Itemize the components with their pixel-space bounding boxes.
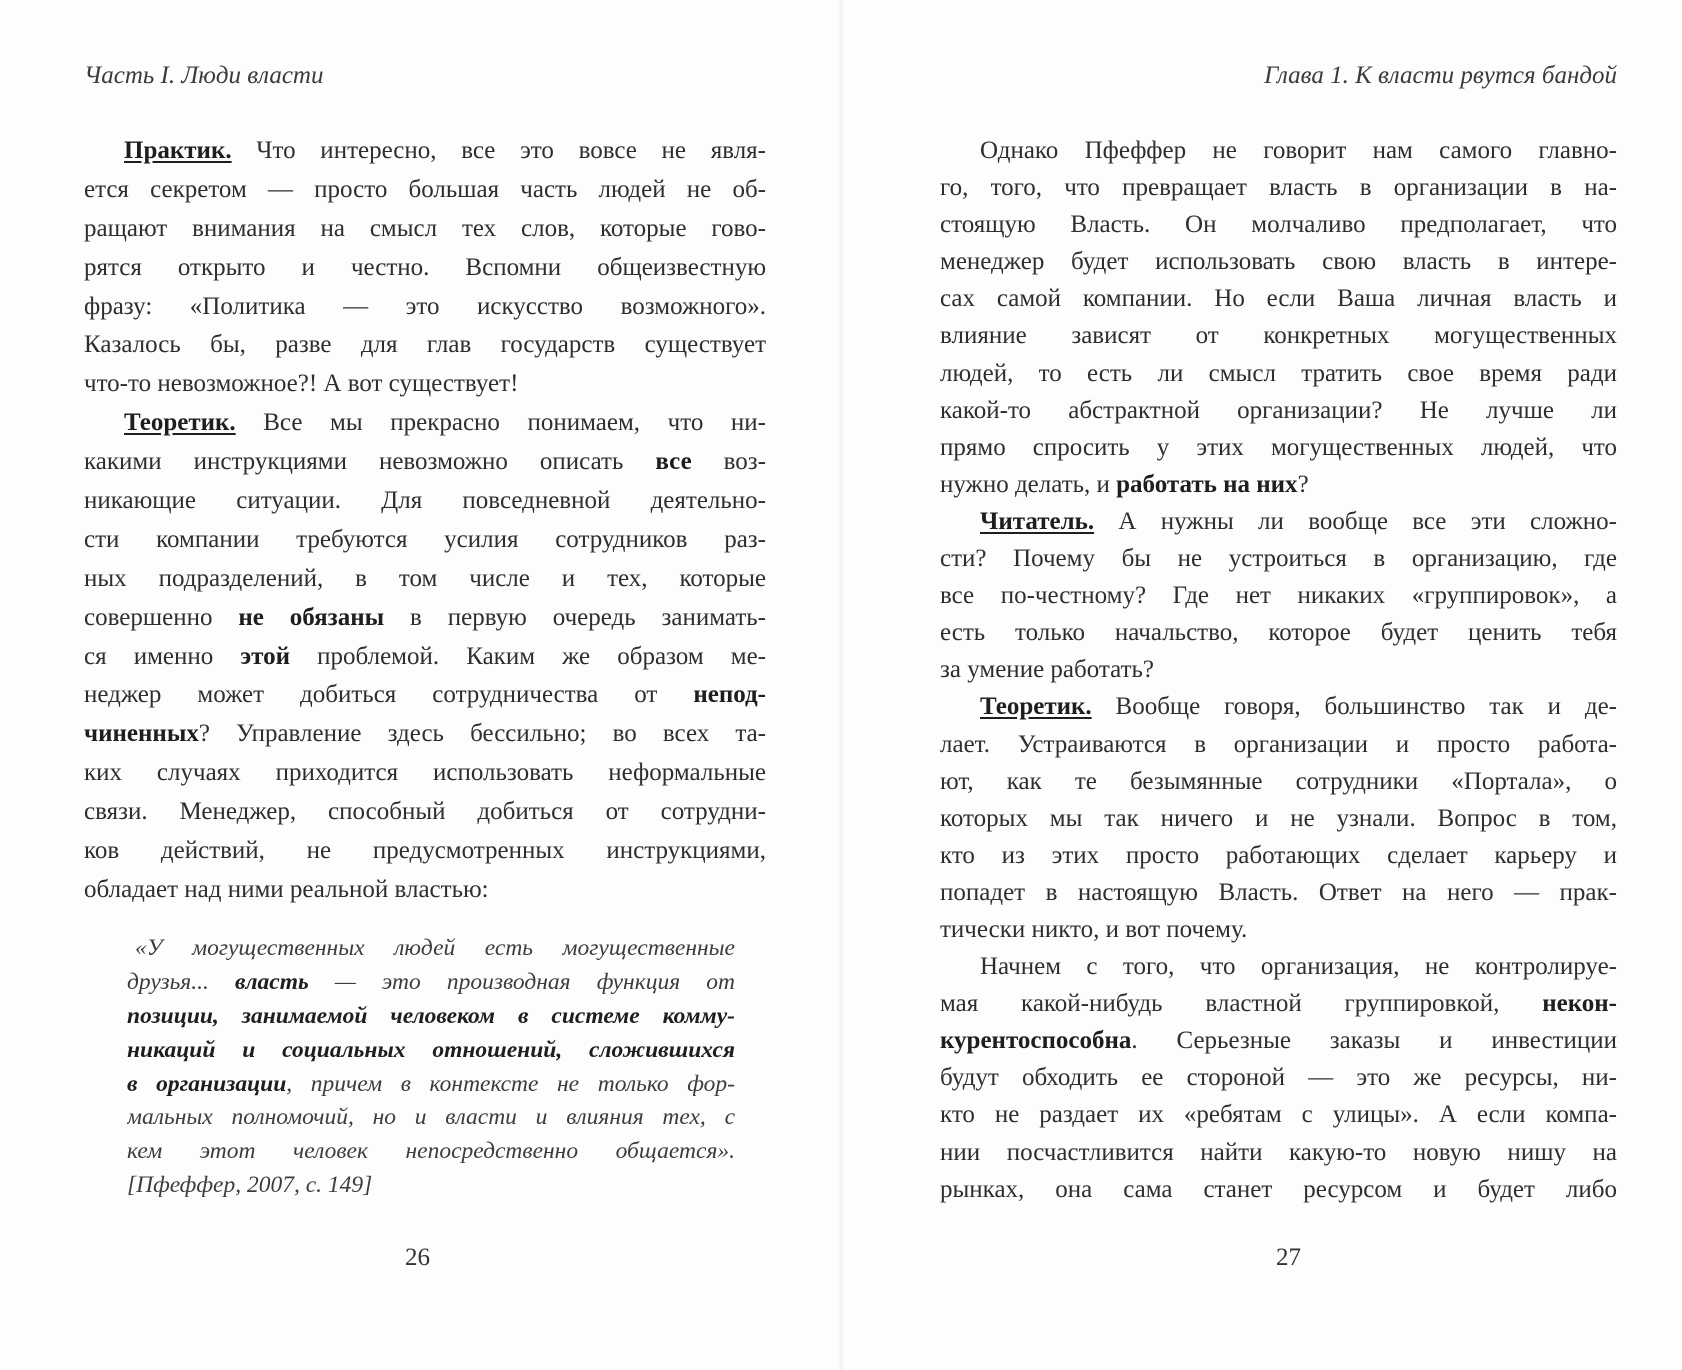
text-run: влияние зависят от конкретных могущественных — [940, 322, 1617, 350]
text-run: что-то невозможное?! А вот существует! — [84, 370, 519, 398]
speaker-label: Теоретик. — [980, 693, 1092, 721]
text-run: ют, как те безымянные сотрудники «Портала», о — [940, 767, 1617, 795]
text-line — [127, 1135, 735, 1169]
text-run: сти? Почему бы не устроиться в организацию, где — [940, 545, 1617, 573]
text-line — [940, 688, 1617, 725]
text-line — [940, 1171, 1617, 1208]
text-run: друзья... — [127, 968, 235, 995]
text-run: ращают внимания на смысл тех слов, которые гово- — [84, 214, 766, 242]
text-run: ков действий, не предусмотренных инструкциями, — [84, 837, 766, 865]
text-run: Что интересно, все это вовсе не явля- — [231, 137, 766, 164]
text-run: сах самой компании. Но если Ваша личная власть и — [940, 285, 1617, 313]
text-run: , причем в контексте не только фор- — [286, 1070, 735, 1097]
emphasis-text: позиции, занимаемой человеком в системе комму- — [127, 1002, 735, 1029]
text-line — [84, 404, 766, 443]
emphasis-text: непод- — [693, 681, 766, 709]
text-line — [84, 132, 766, 171]
text-run: менеджер будет использовать свою власть в интере- — [940, 248, 1617, 276]
text-run: все по-честному? Где нет никаких «группировок», а — [940, 582, 1617, 610]
text-run: попадет в настоящую Власть. Ответ на него — прак- — [940, 878, 1617, 906]
text-run: рынках, она сама станет ресурсом и будет либо — [940, 1175, 1617, 1203]
text-line — [940, 985, 1617, 1022]
emphasis-text: некон- — [1542, 990, 1617, 1018]
text-line — [84, 210, 766, 249]
text-line — [84, 326, 766, 365]
page-number-left: 26 — [405, 1244, 430, 1271]
text-line — [84, 715, 766, 754]
text-line — [940, 317, 1617, 354]
text-run: го, того, что превращает власть в организации в на- — [940, 174, 1617, 202]
emphasis-text: никаций и социальных отношений, сложившихся — [127, 1036, 735, 1063]
text-line — [84, 443, 766, 482]
text-run: никающие ситуации. Для повседневной деятельно- — [84, 487, 766, 515]
text-line — [940, 1022, 1617, 1059]
page-number-right: 27 — [1276, 1244, 1301, 1271]
emphasis-text: не обязаны — [238, 603, 385, 631]
text-line — [940, 243, 1617, 280]
text-run: которых мы так ничего и не узнали. Вопрос в том, — [940, 804, 1617, 832]
speaker-label: Читатель. — [980, 507, 1095, 535]
text-line — [84, 676, 766, 715]
text-line — [940, 1096, 1617, 1133]
text-run: Однако Пфеффер не говорит нам самого главно- — [980, 137, 1617, 164]
text-line — [127, 1169, 735, 1203]
text-line — [940, 874, 1617, 911]
text-line — [940, 837, 1617, 874]
text-line — [127, 932, 735, 966]
text-run: нужно делать, и — [940, 470, 1117, 498]
text-line — [940, 429, 1617, 466]
text-run: будут обходить ее стороной — это же ресурсы, ни- — [940, 1064, 1617, 1092]
text-run: ных подразделений, в том числе и тех, которые — [84, 564, 766, 592]
text-line — [940, 726, 1617, 763]
speaker-label: Теоретик. — [124, 409, 236, 437]
text-line — [84, 560, 766, 599]
text-run: . Серьезные заказы и инвестиции — [1131, 1027, 1617, 1055]
text-line — [940, 1059, 1617, 1096]
text-run: ? Управление здесь бессильно; во всех та- — [198, 720, 766, 748]
text-line — [940, 169, 1617, 206]
running-head-left: Часть I. Люди власти — [84, 62, 324, 89]
text-run: тически никто, и вот почему. — [940, 915, 1248, 943]
text-line — [940, 466, 1617, 503]
text-run: мая какой-нибудь властной группировкой, — [940, 990, 1543, 1018]
text-run: воз- — [691, 448, 766, 476]
text-run: связи. Менеджер, способный добиться от сотрудни- — [84, 798, 766, 826]
text-line — [940, 355, 1617, 392]
emphasis-text: в организации — [127, 1070, 287, 1097]
text-run: сти компании требуются усилия сотрудников раз- — [84, 525, 766, 553]
text-run: Начнем с того, что организация, не контролируе- — [980, 953, 1617, 981]
text-run: кто из этих просто работающих сделает карьеру и — [940, 841, 1617, 869]
text-line — [127, 1068, 735, 1102]
text-line — [84, 638, 766, 677]
text-run: обладает над ними реальной властью: — [84, 875, 489, 903]
text-run: в первую очередь занимать- — [384, 603, 766, 631]
text-line — [84, 249, 766, 288]
text-run: ся именно — [84, 642, 241, 670]
text-line — [127, 1000, 735, 1034]
emphasis-text: чиненных — [84, 720, 199, 748]
text-line — [940, 800, 1617, 837]
text-line — [127, 966, 735, 1000]
text-line — [940, 280, 1617, 317]
text-run: ких случаях приходится использовать неформальные — [84, 759, 766, 787]
text-run: «У могущественных людей есть могущественные — [135, 935, 735, 961]
text-run: за умение работать? — [940, 656, 1155, 684]
book-gutter — [838, 0, 844, 1370]
text-run: рятся открыто и честно. Вспомни общеизвестную — [84, 253, 766, 281]
text-run: кто не раздает их «ребятам с улицы». А если компа- — [940, 1101, 1617, 1129]
text-line — [940, 948, 1617, 985]
emphasis-text: власть — [235, 968, 309, 995]
emphasis-text: работать на них — [1116, 470, 1298, 498]
text-line — [84, 871, 766, 910]
text-line — [940, 911, 1617, 948]
text-run: — это производная функция от — [308, 968, 735, 995]
text-run: прямо спросить у этих могущественных людей, что — [940, 433, 1617, 461]
text-line — [84, 482, 766, 521]
text-line — [84, 832, 766, 871]
text-line — [940, 1134, 1617, 1171]
text-run: какими инструкциями невозможно описать — [84, 448, 656, 476]
text-line — [940, 651, 1617, 688]
emphasis-text: все — [655, 448, 692, 476]
text-line — [127, 1101, 735, 1135]
text-line — [84, 288, 766, 327]
text-line — [940, 132, 1617, 169]
text-run: Казалось бы, разве для глав государств существует — [84, 331, 766, 359]
text-run: Все мы прекрасно понимаем, что ни- — [235, 409, 766, 437]
text-run: А нужны ли вообще все эти сложно- — [1094, 507, 1617, 535]
text-run: какой-то абстрактной организации? Не лучше ли — [940, 396, 1617, 424]
text-run: неджер может добиться сотрудничества от — [84, 681, 694, 709]
text-run: нии посчастливится найти какую-то новую нишу на — [940, 1138, 1617, 1166]
text-line — [940, 392, 1617, 429]
text-run: [Пфеффер, 2007, с. 149] — [127, 1172, 373, 1199]
text-line — [940, 614, 1617, 651]
text-run: кем этот человек непосредственно общается». — [127, 1138, 735, 1165]
text-run: Вообще говоря, большинство так и де- — [1091, 693, 1617, 721]
running-head-right: Глава 1. К власти рвутся бандой — [1264, 62, 1617, 89]
emphasis-text: курентоспособна — [940, 1027, 1132, 1055]
text-run: совершенно — [84, 603, 239, 631]
text-run: мальных полномочий, но и власти и влияния тех, с — [127, 1104, 735, 1131]
text-run: лает. Устраиваются в организации и просто работа- — [940, 730, 1617, 758]
text-run: проблемой. Каким же образом ме- — [290, 642, 766, 670]
left-page-body — [84, 132, 766, 910]
speaker-label: Практик. — [124, 137, 232, 164]
text-line — [84, 793, 766, 832]
right-page-body — [940, 132, 1617, 1208]
text-run: ? — [1297, 470, 1309, 498]
text-run: фразу: «Политика — это искусство возможного». — [84, 292, 766, 320]
text-line — [84, 754, 766, 793]
text-run: есть только начальство, которое будет ценить тебя — [940, 619, 1617, 647]
text-line — [84, 365, 766, 404]
text-line — [940, 503, 1617, 540]
block-quote — [127, 932, 735, 1203]
text-run: ется секретом — просто большая часть людей не об- — [84, 175, 766, 203]
text-line — [84, 171, 766, 210]
text-line — [940, 540, 1617, 577]
text-line — [84, 599, 766, 638]
text-line — [940, 763, 1617, 800]
emphasis-text: этой — [240, 642, 291, 670]
text-line — [84, 521, 766, 560]
text-line — [940, 206, 1617, 243]
text-run: стоящую Власть. Он молчаливо предполагает, что — [940, 211, 1617, 239]
text-line — [940, 577, 1617, 614]
text-line — [127, 1034, 735, 1068]
text-run: людей, то есть ли смысл тратить свое время ради — [940, 359, 1617, 387]
